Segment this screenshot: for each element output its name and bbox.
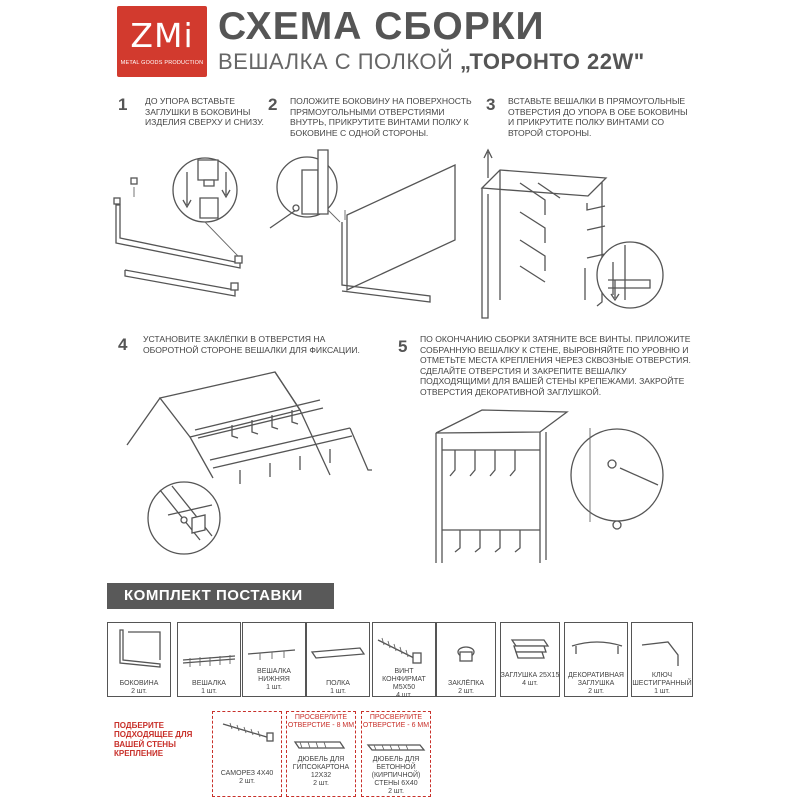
kit-label: ЗАКЛЁПКА 2 шт. [447, 680, 485, 695]
step-5-number: 5 [398, 337, 408, 356]
step-1-text: ДО УПОРА ВСТАВЬТЕ ЗАГЛУШКИ В БОКОВИНЫ ИЗДЕЛИЯ СВЕРХУ И СНИЗУ. [145, 96, 264, 127]
kit-label: ДЕКОРАТИВНАЯ ЗАГЛУШКА 2 шт. [568, 672, 624, 695]
fastener-note: ПОДБЕРИТЕ ПОДХОДЯЩЕЕ ДЛЯ ВАШЕЙ СТЕНЫ КРЕПЛЕНИЕ [114, 721, 193, 759]
step-2-number: 2 [268, 95, 278, 114]
kit-label: ЗАГЛУШКА 25X15 4 шт. [500, 672, 560, 687]
fastener-label: ДЮБЕЛЬ ДЛЯ ГИПСОКАРТОНА 12X32 2 шт. [292, 756, 350, 787]
fastener-warning: ПРОСВЕРЛИТЕ ОТВЕРСТИЕ - 8 ММ [287, 714, 355, 729]
step-5-text: ПО ОКОНЧАНИЮ СБОРКИ ЗАТЯНИТЕ ВСЕ ВИНТЫ. ПРИЛОЖИТЕ СОБРАННУЮ ВЕШАЛКУ К СТЕНЕ, ВЫРОВНЯЙТЕ ПО УРОВНЮ И ОТМЕТЬТЕ МЕСТА КРЕПЛЕНИЯ ЧЕРЕЗ СКВОЗНЫЕ ОТВЕРСТИЯ. СДЕЛАЙТЕ ОТВЕРСТИЯ И ЗАКРЕПИТЕ ВЕШАЛКУ ПОДХОДЯЩИМИ ДЛЯ ВАШЕЙ СТЕНЫ КРЕПЕЖАМИ. ЗАКРОЙТЕ ОТВЕРСТИЯ ДЕКОРАТИВНОЙ ЗАГЛУШКОЙ. [420, 334, 691, 397]
page-subtitle: ВЕШАЛКА С ПОЛКОЙ „ТОРОНТО 22W" [218, 49, 645, 74]
kit-label: ВИНТ КОНФИРМАТ M5X50 4 шт. [382, 668, 426, 699]
fastener-warning: ПРОСВЕРЛИТЕ ОТВЕРСТИЕ - 6 ММ [362, 714, 430, 729]
kit-label: БОКОВИНА 2 шт. [119, 680, 159, 695]
step-4-text: УСТАНОВИТЕ ЗАКЛЁПКИ В ОТВЕРСТИЯ НА ОБОРОТНОЙ СТОРОНЕ ВЕШАЛКИ ДЛЯ ФИКСАЦИИ. [143, 334, 360, 355]
kit-label: ПОЛКА 1 шт. [326, 680, 350, 695]
step-3-number: 3 [486, 95, 496, 114]
step-3-text: ВСТАВЬТЕ ВЕШАЛКИ В ПРЯМОУГОЛЬНЫЕ ОТВЕРСТИЯ ДО УПОРА В ОБЕ БОКОВИНЫ И ПРИКРУТИТЕ ПОЛКУ ВИНТАМИ СО ВТОРОЙ СТОРОНЫ. [508, 96, 688, 138]
step-2-text: ПОЛОЖИТЕ БОКОВИНУ НА ПОВЕРХНОСТЬ ПРЯМОУГОЛЬНЫМИ ОТВЕРСТИЯМИ ВНУТРЬ, ПРИКРУТИТЕ ВИНТАМИ ПОЛКУ К БОКОВИНЕ С ОДНОЙ СТОРОНЫ. [290, 96, 472, 138]
fastener-label: САМОРЕЗ 4X40 2 шт. [220, 770, 274, 785]
kit-label: ВЕШАЛКА НИЖНЯЯ 1 шт. [257, 668, 291, 691]
model-name: „ТОРОНТО 22W" [459, 49, 645, 74]
kit-label: ВЕШАЛКА 1 шт. [192, 680, 226, 695]
kit-header: КОМПЛЕКТ ПОСТАВКИ [107, 583, 334, 609]
logo-brand: ZMi [130, 16, 194, 55]
step-4-number: 4 [118, 335, 128, 354]
step-1-number: 1 [118, 95, 128, 114]
page-title: СХЕМА СБОРКИ [218, 5, 545, 48]
fastener-label: ДЮБЕЛЬ ДЛЯ БЕТОННОЙ (КИРПИЧНОЙ) СТЕНЫ 6X40 2 шт. [371, 756, 421, 795]
logo-tagline: METAL GOODS PRODUCTION [120, 60, 204, 66]
kit-label: КЛЮЧ ШЕСТИГРАННЫЙ 1 шт. [632, 672, 692, 695]
